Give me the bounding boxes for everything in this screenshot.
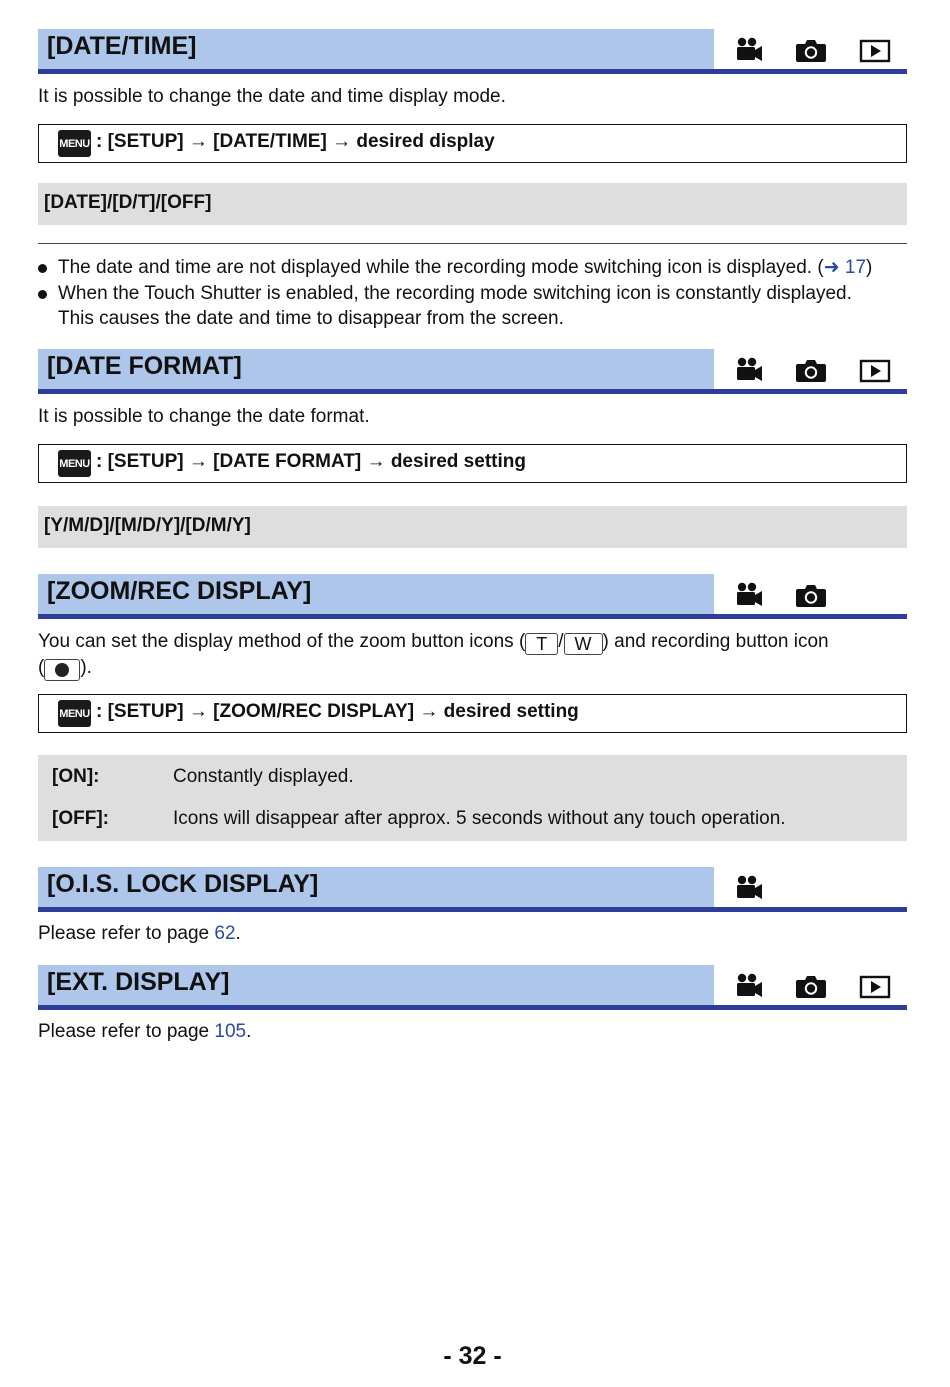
- option-description: Constantly displayed.: [173, 766, 354, 787]
- video-mode-icon: [731, 871, 765, 905]
- intro-text: (: [38, 657, 45, 678]
- heading-rule: [38, 69, 907, 74]
- menu-path: : [SETUP] → [DATE/TIME] → desired display: [96, 131, 495, 152]
- playback-mode-icon: [858, 969, 892, 1003]
- options-box: [38, 506, 907, 548]
- heading-title: [ZOOM/REC DISPLAY]: [47, 577, 312, 605]
- option-description: Icons will disappear after approx. 5 seconds without any touch operation.: [173, 808, 786, 829]
- record-button-icon: [44, 659, 80, 681]
- bullet-icon: [38, 290, 47, 299]
- mode-icons: [714, 578, 907, 612]
- section-heading-date-time: [38, 29, 907, 75]
- section-heading-zoom-rec-display: [38, 574, 907, 620]
- heading-title: [EXT. DISPLAY]: [47, 968, 230, 996]
- note-text: When the Touch Shutter is enabled, the recording mode switching icon is constantly displayed.: [58, 283, 852, 304]
- reference-text-after: .: [246, 1021, 252, 1042]
- intro-text: ) and recording button icon: [602, 631, 829, 652]
- options-box: [38, 755, 907, 841]
- menu-icon: MENU: [58, 700, 91, 727]
- menu-icon: MENU: [58, 130, 91, 157]
- mode-icons: [714, 353, 907, 387]
- section-intro: It is possible to change the date and time display mode.: [38, 86, 506, 107]
- page-reference: [38, 921, 241, 946]
- menu-path-box: [38, 444, 907, 483]
- mode-icons: [714, 871, 907, 905]
- options-text: [Y/M/D]/[M/D/Y]/[D/M/Y]: [44, 515, 251, 536]
- menu-icon: MENU: [58, 450, 91, 477]
- heading-rule: [38, 1005, 907, 1010]
- zoom-tele-key-icon: T: [525, 633, 558, 655]
- note-text: This causes the date and time to disappear from the screen.: [58, 308, 564, 329]
- video-mode-icon: [731, 353, 765, 387]
- playback-mode-icon: [858, 353, 892, 387]
- menu-path-box: [38, 694, 907, 733]
- section-heading-date-format: [38, 349, 907, 395]
- page-number: - 32 -: [443, 1342, 502, 1370]
- options-text: [DATE]/[D/T]/[OFF]: [44, 192, 212, 213]
- heading-rule: [38, 389, 907, 394]
- note-text: The date and time are not displayed while the recording mode switching icon is displayed. (: [58, 257, 824, 278]
- section-intro: It is possible to change the date format.: [38, 406, 370, 427]
- reference-text: Please refer to page: [38, 1021, 215, 1042]
- mode-icons: [714, 969, 907, 1003]
- heading-rule: [38, 907, 907, 912]
- photo-mode-icon: [794, 969, 828, 1003]
- section-heading-ext-display: [38, 965, 907, 1011]
- section-intro-continued: [38, 655, 92, 681]
- menu-path-box: [38, 124, 907, 163]
- reference-text-after: .: [235, 923, 241, 944]
- section-intro: [38, 629, 829, 655]
- playback-mode-icon: [858, 33, 892, 67]
- options-box: [38, 183, 907, 225]
- note-text-after: ): [866, 257, 873, 278]
- intro-text: ).: [80, 657, 92, 678]
- divider: [38, 243, 907, 244]
- section-heading-ois-lock-display: [38, 867, 907, 913]
- page-link[interactable]: 105: [214, 1021, 247, 1042]
- page-link[interactable]: 62: [214, 923, 236, 944]
- photo-mode-icon: [794, 578, 828, 612]
- key-separator: /: [558, 631, 564, 652]
- page-link[interactable]: ➜ 17: [823, 257, 867, 278]
- heading-rule: [38, 614, 907, 619]
- bullet-icon: [38, 264, 47, 273]
- video-mode-icon: [731, 33, 765, 67]
- heading-title: [O.I.S. LOCK DISPLAY]: [47, 870, 319, 898]
- heading-title: [DATE FORMAT]: [47, 352, 242, 380]
- menu-path: : [SETUP] → [ZOOM/REC DISPLAY] → desired setting: [96, 701, 579, 722]
- photo-mode-icon: [794, 353, 828, 387]
- option-label: [OFF]:: [52, 808, 109, 829]
- photo-mode-icon: [794, 33, 828, 67]
- mode-icons: [714, 33, 907, 67]
- menu-path: : [SETUP] → [DATE FORMAT] → desired setting: [96, 451, 526, 472]
- video-mode-icon: [731, 578, 765, 612]
- zoom-wide-key-icon: W: [564, 633, 603, 655]
- page-reference: [38, 1019, 251, 1044]
- reference-text: Please refer to page: [38, 923, 215, 944]
- heading-title: [DATE/TIME]: [47, 32, 197, 60]
- video-mode-icon: [731, 969, 765, 1003]
- option-label: [ON]:: [52, 766, 100, 787]
- intro-text: You can set the display method of the zoom button icons (: [38, 631, 526, 652]
- manual-page: [38, 0, 907, 1387]
